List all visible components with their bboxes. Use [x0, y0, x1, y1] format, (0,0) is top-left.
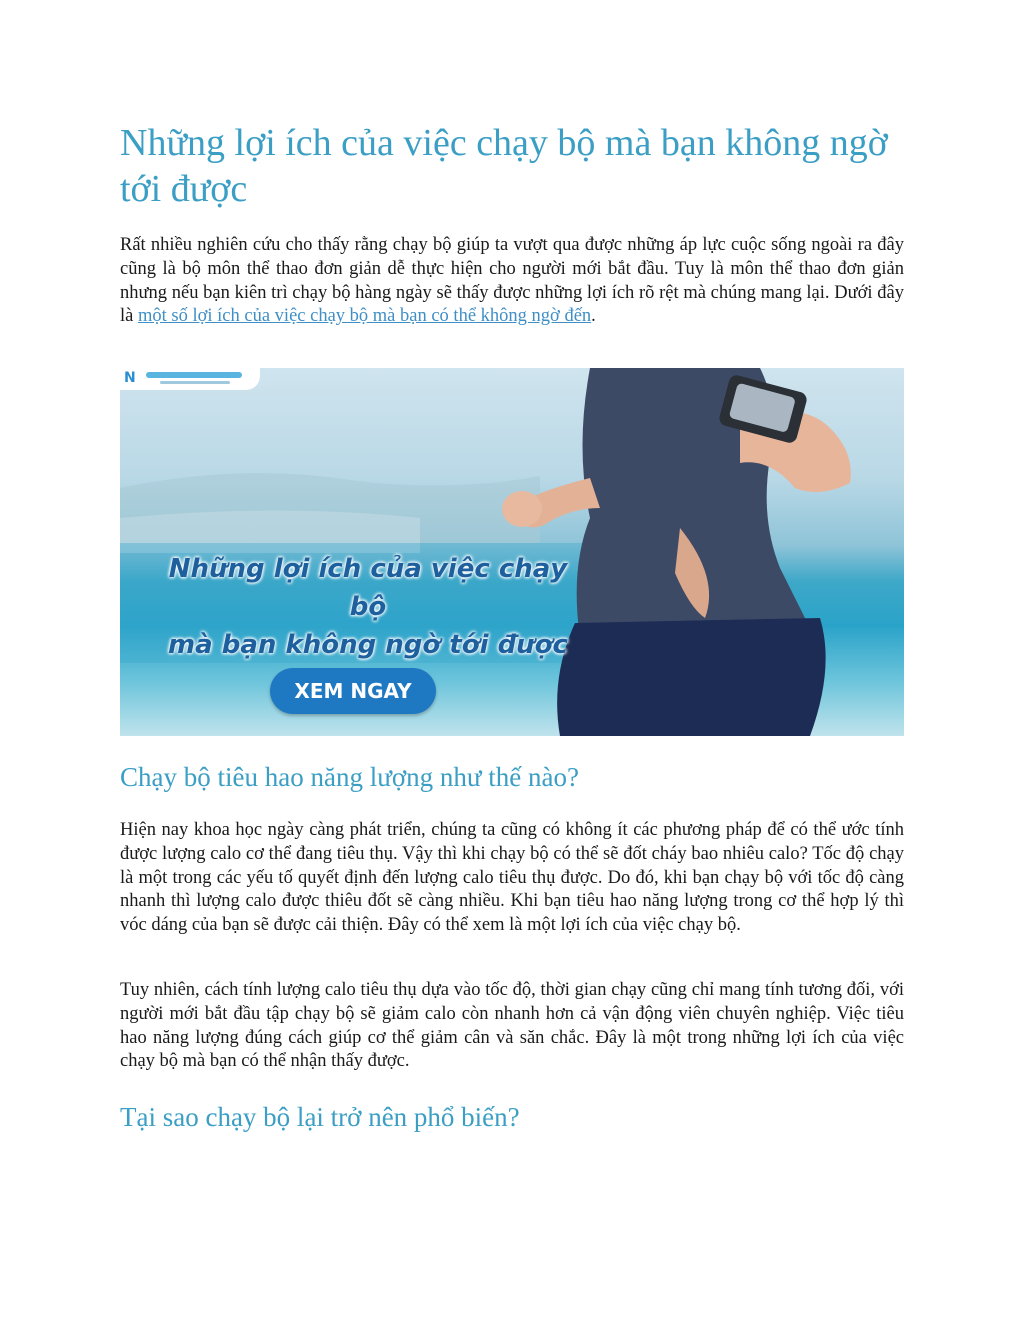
- brand-logo: [120, 368, 260, 390]
- article-title: Những lợi ích của việc chạy bộ mà bạn không ngờ tới được: [120, 122, 888, 210]
- intro-paragraph: [120, 234, 904, 329]
- intro-end: .: [591, 306, 596, 327]
- banner-headline: [148, 550, 588, 664]
- intro-text: Rất nhiều nghiên cứu cho thấy rằng chạy bộ giúp ta vượt qua được những áp lực cuộc sống ngoài ra đây cũng là bộ môn thể thao đơn giản dễ thực hiện cho người mới bắt đầu. Tuy là môn thể thao đơn giản nhưng nếu bạn kiên trì chạy bộ hàng ngày sẽ thấy được những lợi ích rõ rệt mà chúng mang lại. Dưới đây là: [120, 235, 904, 327]
- view-now-button[interactable]: XEM NGAY: [270, 668, 436, 714]
- energy-paragraph-2: Tuy nhiên, cách tính lượng calo tiêu thụ dựa vào tốc độ, thời gian chạy cũng chỉ mang tính tương đối, với người mới bắt đầu tập chạy bộ sẽ giảm calo còn nhanh hơn cả vận động viên chuyên nghiệp. Việc tiêu hao năng lượng đúng cách giúp cơ thể giảm cân và săn chắc. Đây là một trong những lợi ích của việc chạy bộ mà bạn có thể nhận thấy được.: [120, 980, 904, 1072]
- running-banner-image[interactable]: [120, 368, 904, 736]
- brand-logo-icon: N: [124, 370, 136, 386]
- energy-paragraph-1: Hiện nay khoa học ngày càng phát triển, chúng ta cũng có không ít các phương pháp để có thể ước tính được lượng calo cơ thể đang tiêu thụ. Vậy thì khi chạy bộ có thể sẽ đốt cháy bao nhiêu calo? Tốc độ chạy là một trong các yếu tố quyết định đến lượng calo tiêu thụ được. Do đó, khi bạn chạy bộ với tốc độ càng nhanh thì lượng calo được thiêu đốt sẽ càng nhiều. Khi bạn tiêu hao năng lượng trong cơ thể hợp lý thì vóc dáng của bạn sẽ được cải thiện. Đây có thể xem là một lợi ích của việc chạy bộ.: [120, 820, 904, 936]
- section-heading-energy: Chạy bộ tiêu hao năng lượng như thế nào?: [120, 762, 579, 792]
- banner-headline-line1: Những lợi ích của việc chạy bộ: [168, 554, 568, 622]
- banner-headline-line2: mà bạn không ngờ tới được: [168, 630, 568, 660]
- benefits-link[interactable]: một số lợi ích của việc chạy bộ mà bạn có thể không ngờ đến: [137, 306, 592, 327]
- section-heading-popular: Tại sao chạy bộ lại trở nên phổ biến?: [120, 1102, 520, 1132]
